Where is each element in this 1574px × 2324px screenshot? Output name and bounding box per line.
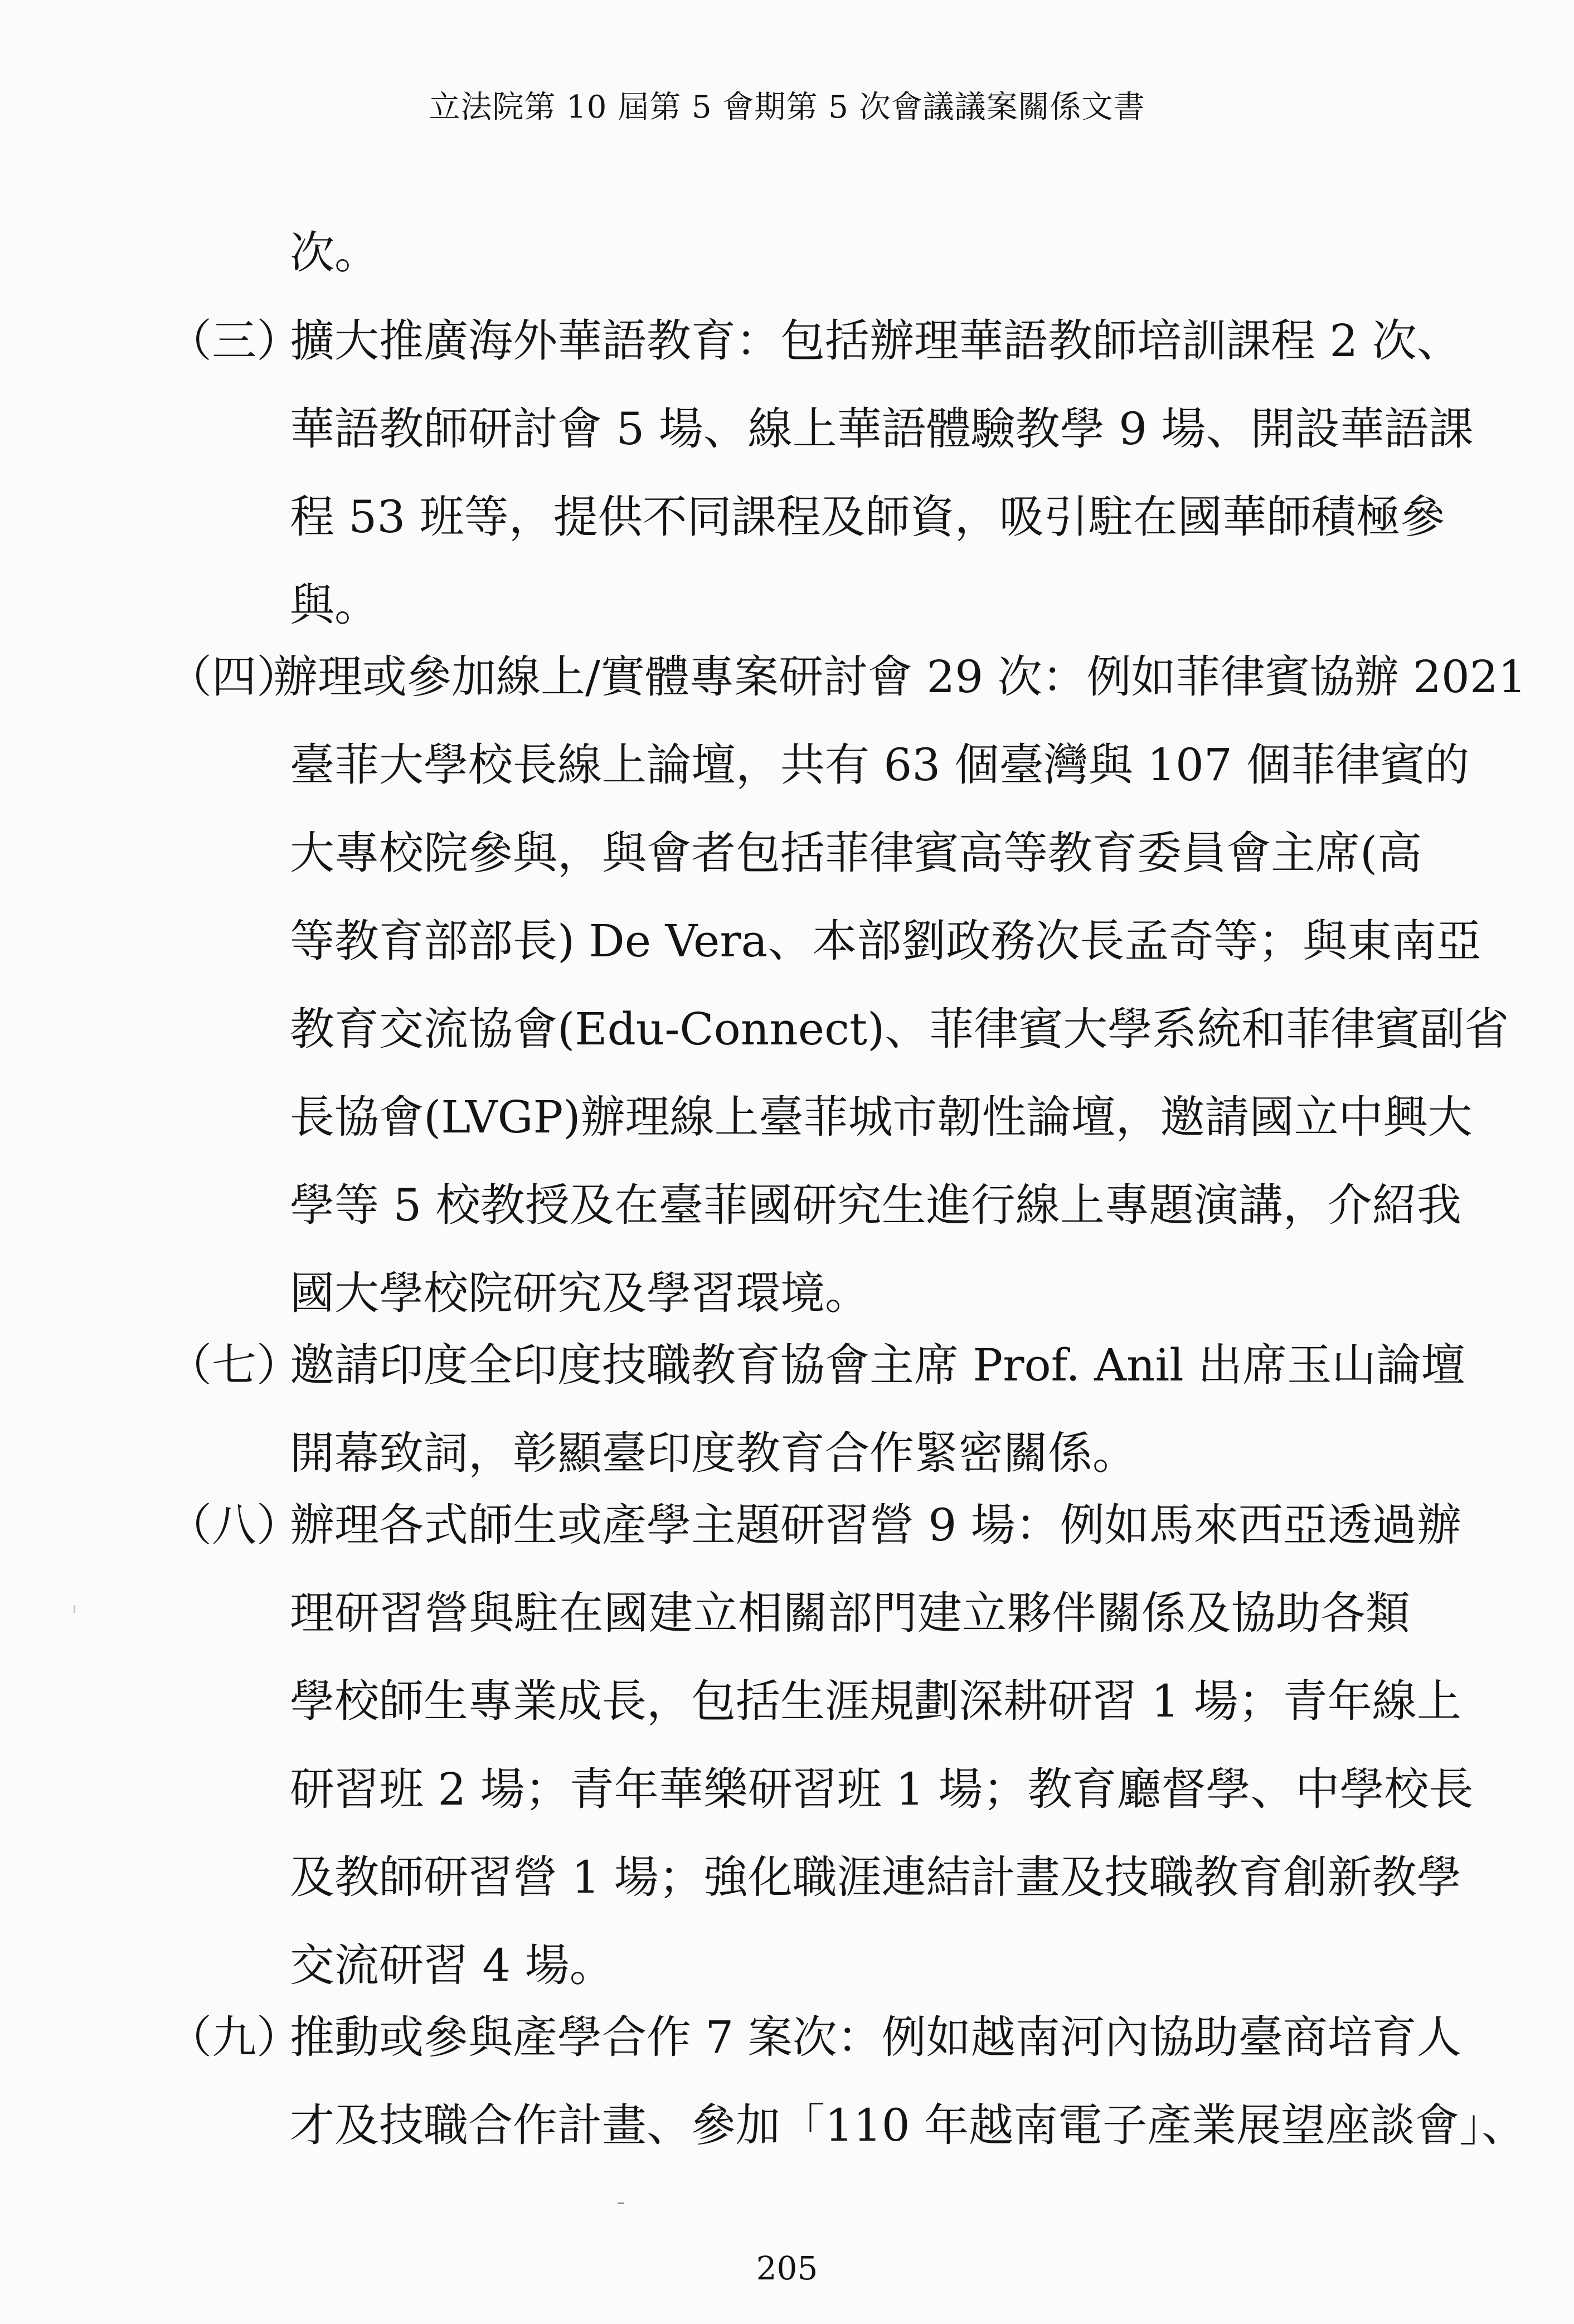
text-line: 邀請印度全印度技職教育協會主席 Prof. Anil 出席玉山論壇: [290, 1339, 1466, 1391]
text-line: 研習班 2 場；青年華樂研習班 1 場；教育廳督學、中學校長: [290, 1763, 1474, 1815]
text-line: 推動或參與產學合作 7 案次：例如越南河內協助臺商培育人: [290, 2011, 1461, 2063]
document-header: 立法院第 10 屆第 5 會期第 5 次會議議案關係文書: [429, 89, 1145, 125]
text-line: 臺菲大學校長線上論壇，共有 63 個臺灣與 107 個菲律賓的: [290, 739, 1470, 791]
text-line: 教育交流協會(Edu-Connect)、菲律賓大學系統和菲律賓副省: [290, 1003, 1509, 1055]
text-line: 等教育部部長) De Vera、本部劉政務次長孟奇等；與東南亞: [290, 915, 1481, 967]
text-line: 長協會(LVGP)辦理線上臺菲城市韌性論壇，邀請國立中興大: [290, 1091, 1473, 1143]
text-line: 理研習營與駐在國建立相關部門建立夥伴關係及協助各類: [290, 1587, 1410, 1639]
item-marker: （四）: [167, 651, 301, 703]
item-marker: （八）: [167, 1499, 301, 1551]
text-line: 擴大推廣海外華語教育：包括辦理華語教師培訓課程 2 次、: [290, 315, 1461, 367]
text-line: 及教師研習營 1 場；強化職涯連結計畫及技職教育創新教學: [290, 1851, 1461, 1903]
text-line: 學校師生專業成長，包括生涯規劃深耕研習 1 場；青年線上: [290, 1675, 1461, 1727]
page-number: 205: [756, 2249, 818, 2287]
text-line: 程 53 班等，提供不同課程及師資，吸引駐在國華師積極參: [290, 491, 1445, 543]
item-marker: （九）: [167, 2011, 301, 2063]
item-marker: （七）: [167, 1339, 301, 1391]
text-line: 次。: [290, 227, 379, 279]
text-line: 大專校院參與，與會者包括菲律賓高等教育委員會主席(高: [290, 827, 1422, 879]
text-line: 學等 5 校教授及在臺菲國研究生進行線上專題演講，介紹我: [290, 1179, 1461, 1231]
text-line: 交流研習 4 場。: [290, 1939, 614, 1991]
text-line: 開幕致詞，彰顯臺印度教育合作緊密關係。: [290, 1427, 1137, 1479]
item-marker: （三）: [167, 315, 301, 367]
text-line: 才及技職合作計畫、參加「110 年越南電子產業展望座談會」、: [290, 2099, 1527, 2151]
text-line: 辦理或參加線上/實體專案研討會 29 次：例如菲律賓協辦 2021: [273, 651, 1527, 703]
text-line: 與。: [290, 579, 379, 631]
scan-artifact: [618, 2203, 624, 2204]
text-line: 華語教師研討會 5 場、線上華語體驗教學 9 場、開設華語課: [290, 403, 1474, 455]
text-line: 辦理各式師生或產學主題研習營 9 場：例如馬來西亞透過辦: [290, 1499, 1461, 1551]
text-line: 國大學校院研究及學習環境。: [290, 1267, 869, 1319]
scan-artifact: [74, 1605, 75, 1613]
